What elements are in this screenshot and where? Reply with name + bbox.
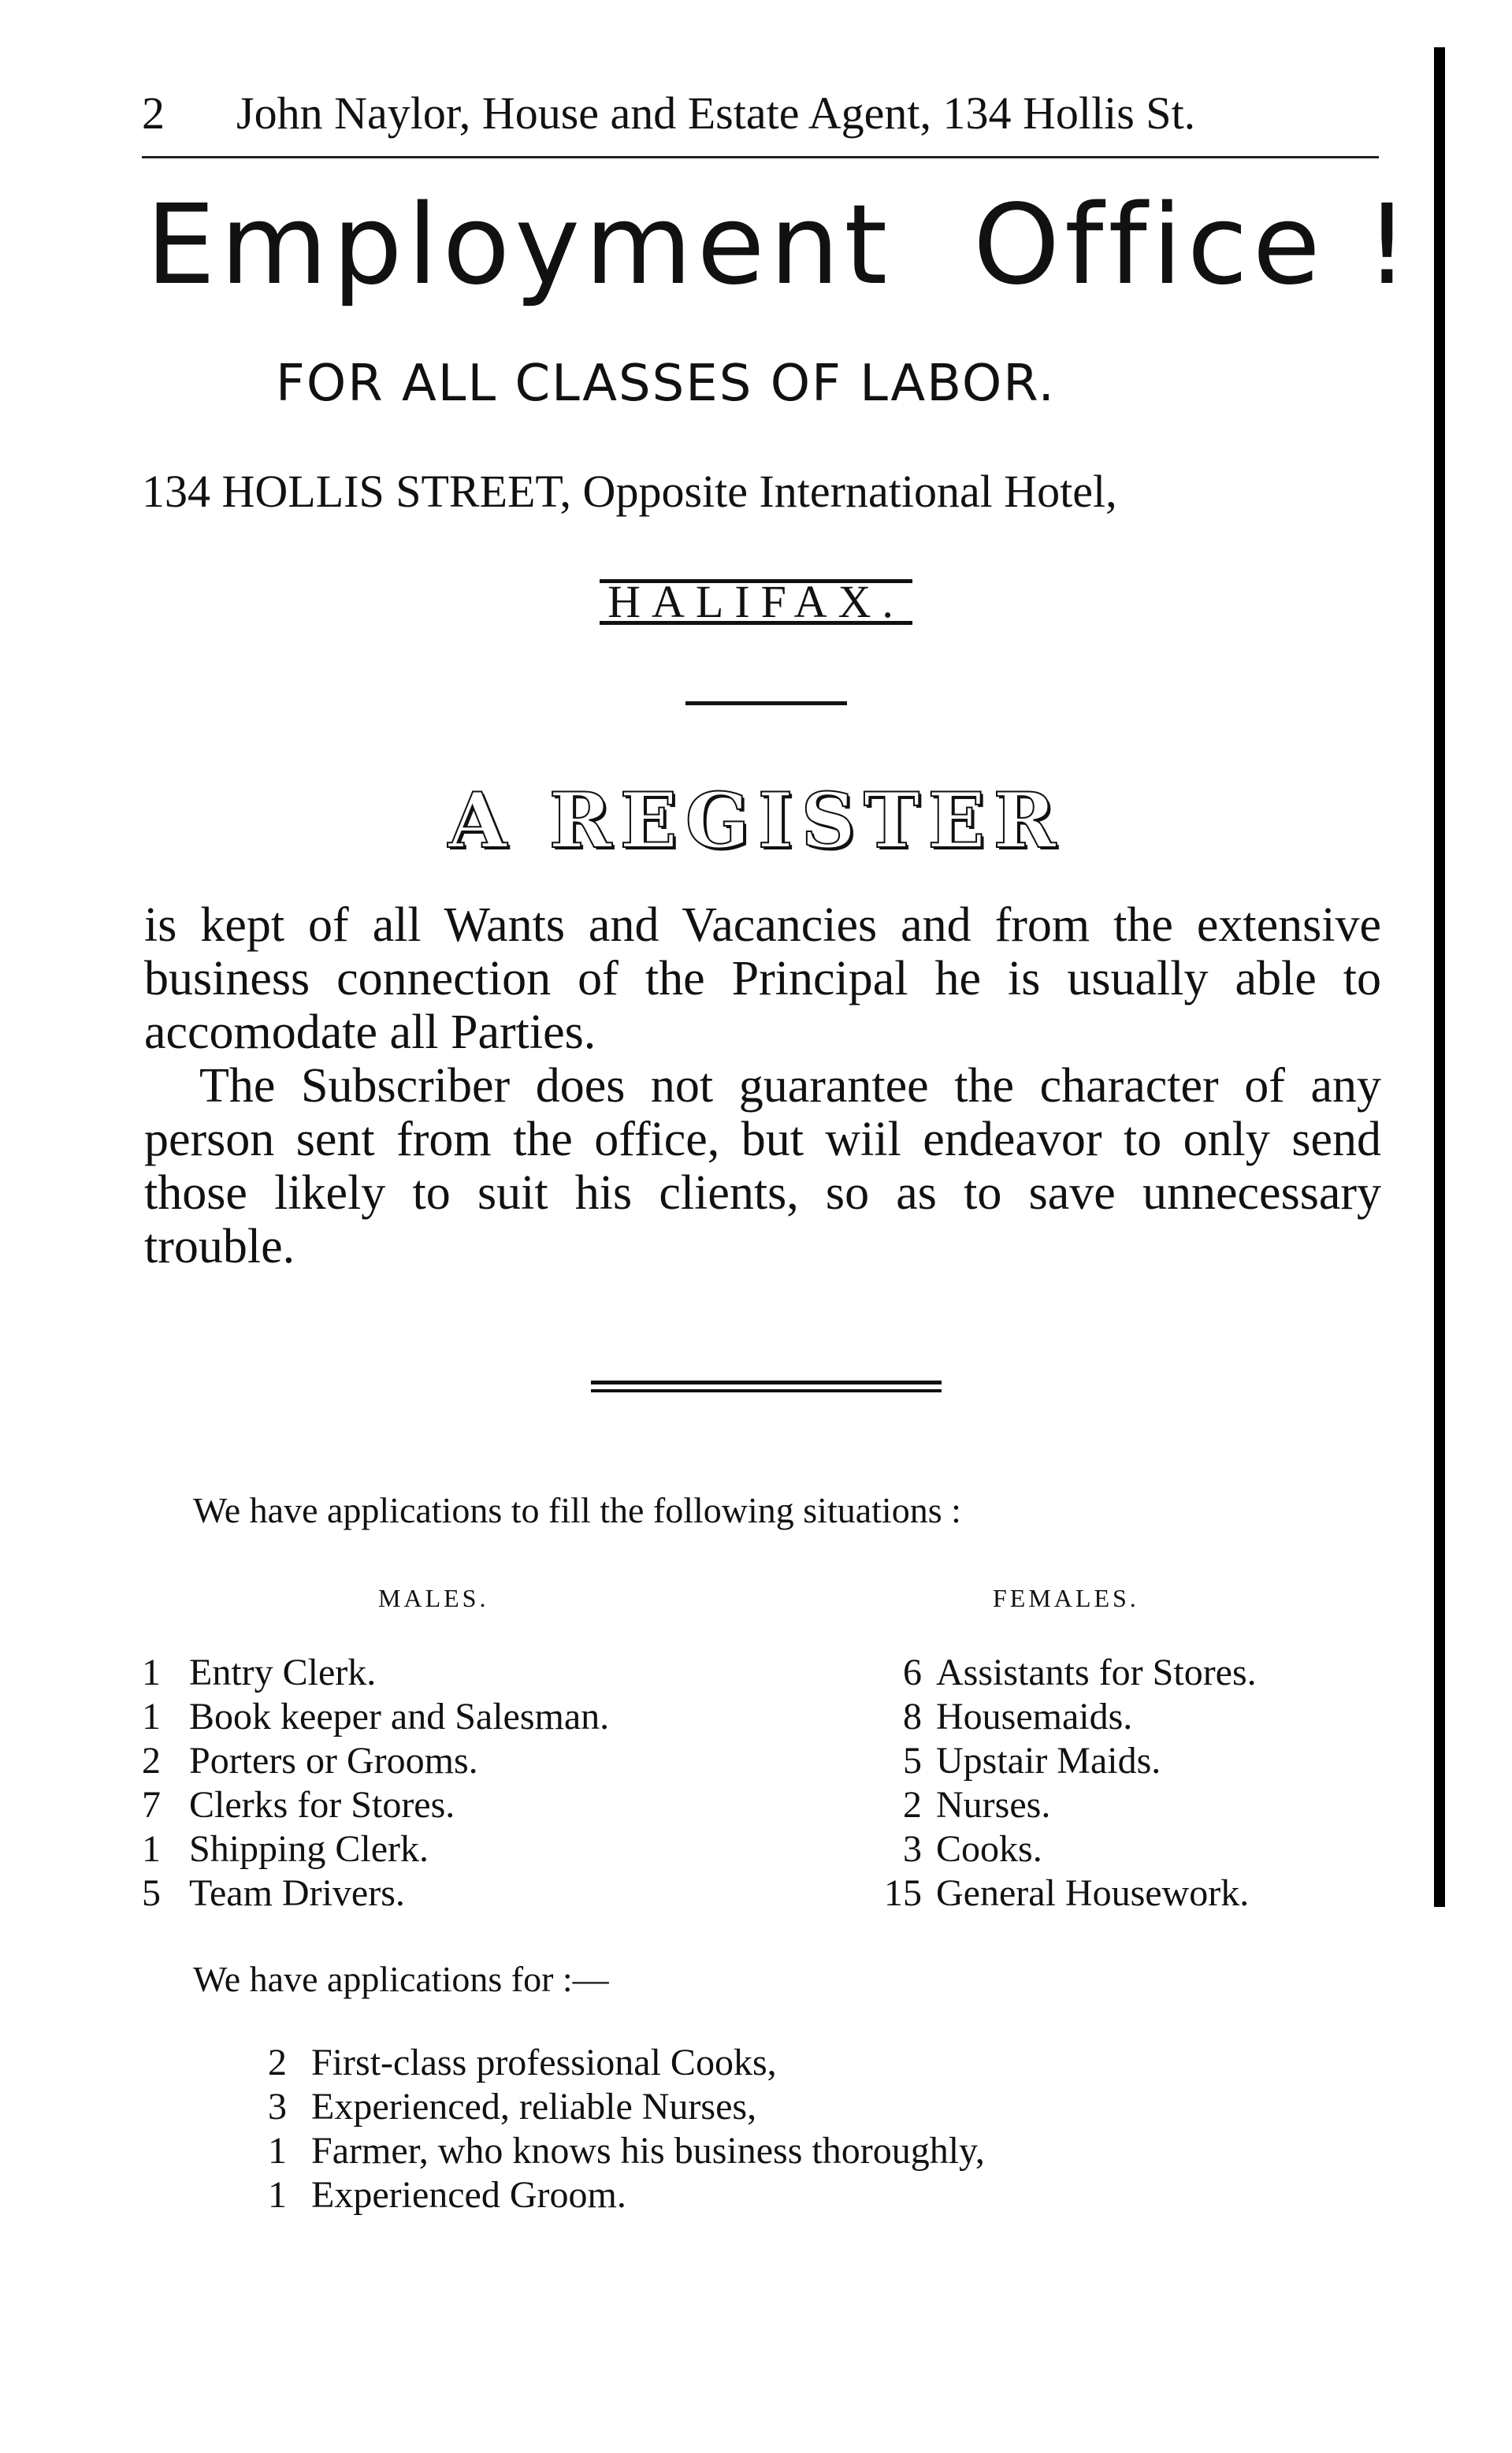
- paragraph: The Subscriber does not guarantee the character of any person sent from the office, but wiil endeavor to only send those likely to suit his clients, so as to save unnecessary trouble.: [144, 1059, 1381, 1273]
- situations-intro: We have applications to fill the following situations :: [193, 1490, 961, 1530]
- double-rule-divider: [591, 1381, 942, 1392]
- list-item: [268, 2085, 985, 2129]
- title-right: Office !: [973, 181, 1414, 310]
- item-count: 7: [142, 1784, 161, 1826]
- applications-list: [268, 2041, 985, 2217]
- list-item: [142, 1871, 609, 1916]
- list-item: [875, 1783, 1257, 1827]
- list-item: [875, 1651, 1257, 1695]
- item-label: Upstair Maids.: [936, 1740, 1161, 1782]
- list-item: [268, 2129, 985, 2173]
- item-label: Cooks.: [936, 1828, 1042, 1870]
- list-item: [142, 1783, 609, 1827]
- list-item: [875, 1827, 1257, 1871]
- list-item: [142, 1827, 609, 1871]
- item-label: Experienced Groom.: [311, 2174, 626, 2216]
- list-item: [875, 1739, 1257, 1783]
- item-label: Clerks for Stores.: [189, 1784, 455, 1826]
- city-line: [0, 575, 1512, 628]
- item-count: 1: [268, 2130, 287, 2172]
- item-count: 1: [142, 1652, 161, 1693]
- address-line: 134 HOLLIS STREET, Opposite International Hotel,: [142, 466, 1117, 517]
- item-count: 6: [903, 1652, 922, 1693]
- item-label: Team Drivers.: [189, 1872, 405, 1914]
- city-name: HALIFAX.: [600, 579, 912, 625]
- applications-intro: We have applications for :—: [193, 1959, 609, 1999]
- item-label: First-class professional Cooks,: [311, 2042, 777, 2083]
- item-count: 1: [142, 1828, 161, 1870]
- page-title: [146, 181, 1414, 310]
- subtitle: FOR ALL CLASSES OF LABOR.: [276, 355, 1056, 413]
- item-label: Book keeper and Salesman.: [189, 1696, 610, 1738]
- list-item: [875, 1695, 1257, 1739]
- item-label: Assistants for Stores.: [936, 1652, 1257, 1693]
- item-count: 2: [903, 1784, 922, 1826]
- list-item: [268, 2041, 985, 2085]
- list-item: [142, 1651, 609, 1695]
- item-count: 5: [142, 1872, 161, 1914]
- item-count: 8: [903, 1696, 922, 1738]
- item-label: Shipping Clerk.: [189, 1828, 429, 1870]
- page-number: 2: [142, 87, 165, 139]
- body-text: [144, 898, 1381, 1273]
- item-count: 5: [903, 1740, 922, 1782]
- item-count: 3: [903, 1828, 922, 1870]
- item-label: Experienced, reliable Nurses,: [311, 2086, 757, 2128]
- list-item: [142, 1695, 609, 1739]
- right-margin-rule: [1434, 47, 1445, 1907]
- item-count: 15: [884, 1872, 922, 1914]
- list-item: [268, 2173, 985, 2217]
- header-rule: [142, 156, 1379, 158]
- females-list: [875, 1651, 1257, 1916]
- males-list: [142, 1651, 609, 1916]
- item-count: 2: [142, 1740, 161, 1782]
- males-heading: MALES.: [378, 1584, 489, 1612]
- item-label: Entry Clerk.: [189, 1652, 377, 1693]
- paragraph: is kept of all Wants and Vacancies and from the extensive business connection of the Principal he is usually able to accomodate all Parties.: [144, 898, 1381, 1059]
- section-divider: [685, 701, 847, 705]
- item-label: General Housework.: [936, 1872, 1250, 1914]
- item-label: Farmer, who knows his business thoroughly,: [311, 2130, 985, 2172]
- females-heading: FEMALES.: [993, 1584, 1139, 1612]
- item-count: 1: [268, 2174, 287, 2216]
- running-head-text: John Naylor, House and Estate Agent, 134 Hollis St.: [236, 87, 1196, 139]
- title-left: Employment: [146, 181, 893, 310]
- item-label: Nurses.: [936, 1784, 1051, 1826]
- item-count: 3: [268, 2086, 287, 2128]
- item-label: Porters or Grooms.: [189, 1740, 478, 1782]
- list-item: [875, 1871, 1257, 1916]
- list-item: [142, 1739, 609, 1783]
- item-count: 2: [268, 2042, 287, 2083]
- item-label: Housemaids.: [936, 1696, 1133, 1738]
- register-heading-text: A REGISTER: [448, 776, 1064, 865]
- register-heading: [0, 776, 1512, 865]
- item-count: 1: [142, 1696, 161, 1738]
